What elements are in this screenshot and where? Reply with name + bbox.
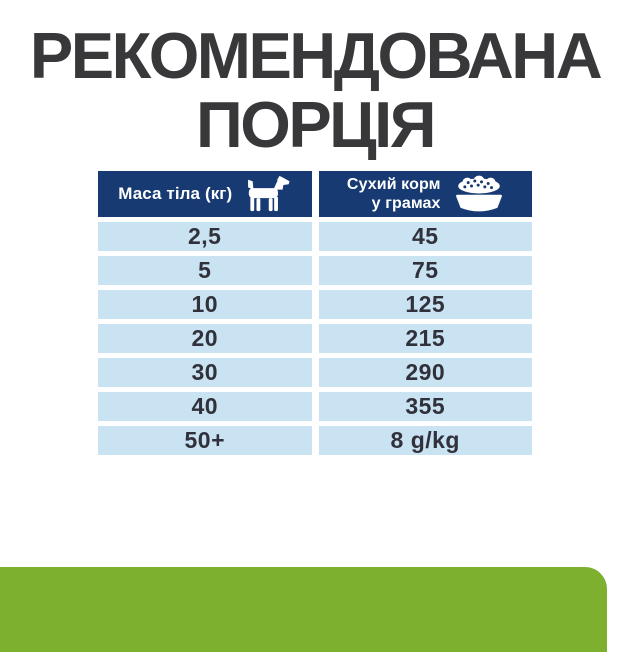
dry-food-header-label [347,175,441,213]
food-cell: 355 [319,392,533,421]
footer-green-bar [0,567,607,652]
weight-cell: 40 [98,392,312,421]
food-cell: 215 [319,324,533,353]
weight-cell: 10 [98,290,312,319]
dry-food-header-line2: у грамах [371,194,441,212]
page-title-line2: ПОРЦІЯ [196,87,434,161]
food-cell: 45 [319,222,533,251]
food-cell: 290 [319,358,533,387]
body-weight-header-label: Маса тіла (кг) [118,183,233,203]
dry-food-header-line1: Сухий корм [346,175,441,193]
feeding-guide-table [98,171,532,455]
page-title-line1: РЕКОМЕНДОВАНА [29,19,601,92]
dog-icon [245,175,291,212]
bowl-icon [454,175,504,212]
food-cell: 75 [319,256,533,285]
table-header-dry-food [319,171,533,217]
food-cell: 8 g/kg [319,426,533,455]
table-header-body-weight [98,171,312,217]
page-title [0,19,630,161]
weight-cell: 5 [98,256,312,285]
weight-cell: 2,5 [98,222,312,251]
weight-cell: 50+ [98,426,312,455]
food-cell: 125 [319,290,533,319]
weight-cell: 20 [98,324,312,353]
weight-cell: 30 [98,358,312,387]
